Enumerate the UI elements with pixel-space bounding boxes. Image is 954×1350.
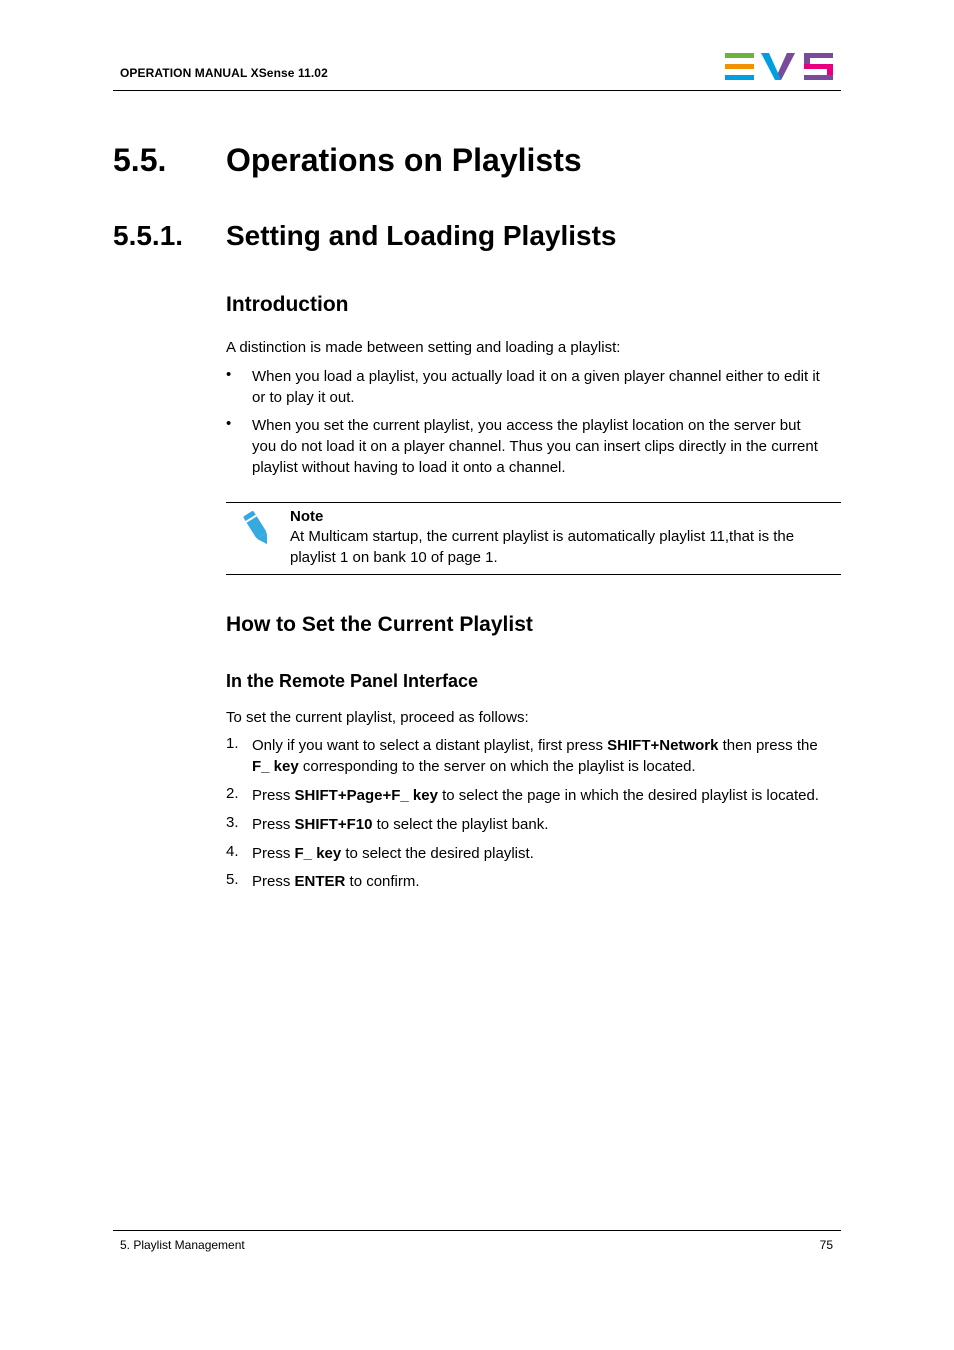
- subsection-number: 5.5.1.: [113, 220, 184, 251]
- evs-logo: [723, 51, 835, 83]
- note-bottom-rule: [226, 574, 841, 575]
- step-text: Only if you want to select a distant playlist, first press SHIFT+Network then press the F_ key corresponding to the server on which the playlist is located.: [252, 737, 818, 775]
- howto-lead: To set the current playlist, proceed as follows:: [226, 709, 529, 726]
- bullet-line: When you load a playlist, you actually load it on a given player channel either to edit it: [252, 368, 820, 385]
- bullet-marker: •: [226, 366, 232, 383]
- step-text: Press F_ key to select the desired playlist.: [252, 845, 534, 862]
- bullet-line: you do not load it on a player channel. Thus you can insert clips directly in the current: [252, 438, 818, 455]
- note-label: Note: [290, 508, 324, 525]
- pencil-note-icon: [240, 508, 274, 548]
- step-number: 5.: [226, 871, 239, 888]
- note-text: [290, 526, 840, 568]
- howto-heading: How to Set the Current Playlist: [226, 613, 533, 636]
- running-header-title: OPERATION MANUAL XSense 11.02: [120, 66, 328, 80]
- footer-rule: [113, 1230, 841, 1231]
- howto-subheading: In the Remote Panel Interface: [226, 671, 479, 691]
- bullet-line: playlist without having to load it onto a channel.: [252, 459, 566, 476]
- step-text: Press ENTER to confirm.: [252, 873, 420, 890]
- page-number: 75: [819, 1238, 833, 1252]
- step-number: 1.: [226, 735, 239, 752]
- step-number: 2.: [226, 785, 239, 802]
- step-text: Press SHIFT+Page+F_ key to select the page in which the desired playlist is located.: [252, 787, 819, 804]
- bullet-line: or to play it out.: [252, 389, 355, 406]
- note-line: playlist 1 on bank 10 of page 1.: [290, 549, 498, 566]
- subsection-title: Setting and Loading Playlists: [226, 220, 617, 251]
- introduction-lead: A distinction is made between setting and loading a playlist:: [226, 339, 621, 356]
- bullet-line: When you set the current playlist, you access the playlist location on the server but: [252, 417, 801, 434]
- note-top-rule: [226, 502, 841, 503]
- step-number: 3.: [226, 814, 239, 831]
- bullet-item: [252, 366, 842, 408]
- step-number: 4.: [226, 843, 239, 860]
- introduction-heading: Introduction: [226, 293, 349, 316]
- footer-chapter: 5. Playlist Management: [120, 1238, 245, 1252]
- section-number: 5.5.: [113, 142, 167, 178]
- bullet-marker: •: [226, 415, 232, 432]
- note-line: At Multicam startup, the current playlist is automatically playlist 11,that is the: [290, 528, 795, 545]
- bullet-item: [252, 415, 842, 478]
- step-text: Press SHIFT+F10 to select the playlist bank.: [252, 816, 549, 833]
- section-title: Operations on Playlists: [226, 142, 582, 178]
- header-rule: [113, 90, 841, 91]
